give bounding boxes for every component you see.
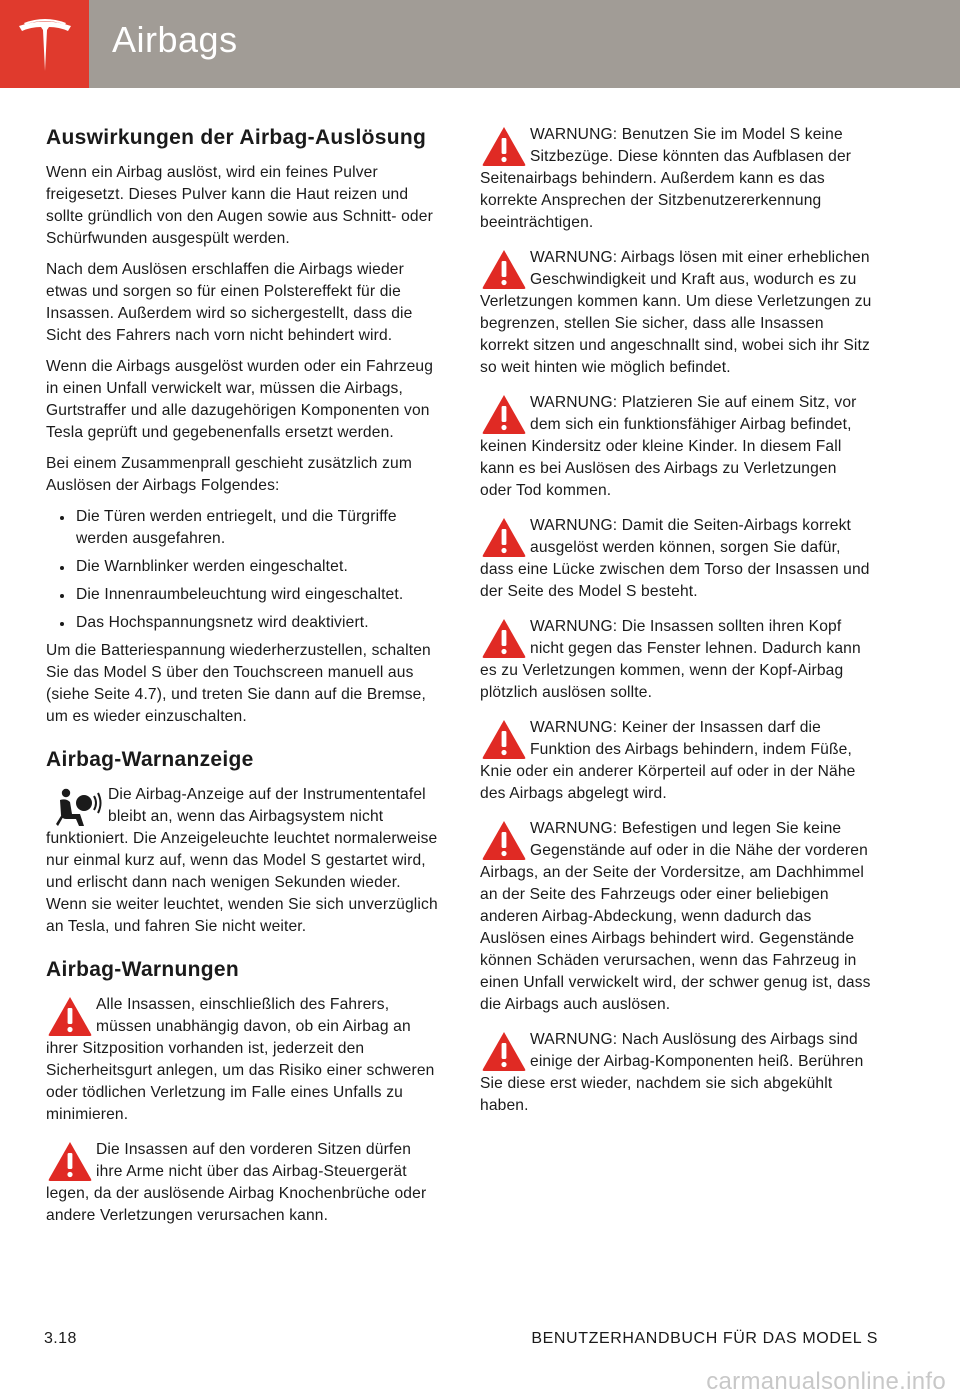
warning-triangle-icon [480,392,528,436]
warning-text: WARNUNG: Nach Auslösung des Airbags sind einige der Airbag-Komponenten heiß. Berühren Sie diese erst wieder, nachdem sie sich abgekühlt haben. [480,1031,864,1114]
warning-triangle-icon [480,818,528,862]
warning-text: WARNUNG: Die Insassen sollten ihren Kopf nicht gegen das Fenster lehnen. Dadurch kann es zu Verletzungen kommen, wenn der Kopf-Airbag plötzlich auslösen sollte. [480,618,861,701]
page-header [0,0,960,88]
warning-note [46,994,438,1126]
right-column [480,124,872,1130]
warning-triangle-icon [480,515,528,559]
warning-text: Alle Insassen, einschließlich des Fahrers, müssen unabhängig davon, ob ein Airbag an ihrer Sitzposition vorhanden ist, jederzeit den Sicherheitsgurt anlegen, um das Risiko einer schweren oder tödlichen Verletzung im Falle eines Unfalls zu minimieren. [46,996,435,1123]
section-heading-indicator: Airbag-Warnanzeige [46,748,254,771]
warning-triangle-icon [480,247,528,291]
warning-note [480,818,872,1016]
page-number: 3.18 [44,1330,77,1347]
warning-note [480,1029,872,1117]
warning-note [480,717,872,805]
list-item: • Die Warnblinker werden eingeschaltet. [74,556,438,578]
left-column [46,124,438,1240]
warning-text: WARNUNG: Keiner der Insassen darf die Funktion des Airbags behindern, indem Füße, Knie oder ein anderer Körperteil auf oder in der Nähe des Airbags abgelegt wird. [480,719,856,802]
warning-note [480,247,872,379]
warning-text: Die Insassen auf den vorderen Sitzen dürfen ihre Arme nicht über das Airbag-Steuergerät legen, da der auslösende Airbag Knochenbrüche oder andere Verletzungen verursachen kann. [46,1141,427,1224]
paragraph: Nach dem Auslösen erschlaffen die Airbags wieder etwas und sorgen so für einen Polstereffekt für die Insassen. Außerdem wird so sichergestellt, dass die Sicht des Fahrers nach vorn nicht behindert wird. [46,261,413,344]
paragraph: Bei einem Zusammenprall geschieht zusätzlich zum Auslösen der Airbags Folgendes: [46,455,413,494]
warning-triangle-icon [480,616,528,660]
footer-title: BENUTZERHANDBUCH FÜR DAS MODEL S [531,1330,878,1347]
section-heading-effects: Auswirkungen der Airbag-Auslösung [46,126,427,149]
warning-note [46,1139,438,1227]
warning-text: WARNUNG: Damit die Seiten-Airbags korrekt ausgelöst werden können, sorgen Sie dafür, dass eine Lücke zwischen dem Torso der Insassen und der Seite des Model S besteht. [480,517,870,600]
list-item: • Die Innenraumbeleuchtung wird eingeschaltet. [74,584,438,606]
collision-list [46,506,438,634]
warning-triangle-icon [46,994,94,1038]
warning-note [480,124,872,234]
warning-triangle-icon [480,717,528,761]
paragraph: Wenn ein Airbag auslöst, wird ein feines Pulver freigesetzt. Dieses Pulver kann die Haut reizen und sollte gründlich von den Augen sowie aus Schnitt- oder Schürfwunden ausgespült werden. [46,164,433,247]
tesla-logo-icon [15,14,75,74]
warning-triangle-icon [480,124,528,168]
warning-triangle-icon [480,1029,528,1073]
warning-text: WARNUNG: Befestigen und legen Sie keine Gegenstände auf oder in die Nähe der vorderen Airbags, an der Seite der Vordersitze, am Dachhimmel an der Seite des Fahrzeugs oder einer beliebigen anderen Airbag-Abdeckung, wenn dadurch das Auslösen eines Airbags behindert wird. Gegenstände können Schäden verursachen, wenn das Fahrzeug in einen Unfall verwickelt wird, der schwer genug ist, dass die Airbags auch auslösen. [480,820,871,1013]
warning-text: WARNUNG: Airbags lösen mit einer erheblichen Geschwindigkeit und Kraft aus, wodurch es zu Verletzungen kommen kann. Um diese Verletzungen zu begrenzen, stellen Sie sicher, dass alle Insassen korrekt sitzen und angeschnallt sind, wobei sich ihr Sitz so weit hinten wie möglich befindet. [480,249,872,376]
airbag-indicator-note [46,784,438,938]
warning-note [480,392,872,502]
warning-text: WARNUNG: Platzieren Sie auf einem Sitz, vor dem sich ein funktionsfähiger Airbag befindet, keinen Kindersitz oder kleine Kinder. In diesem Fall kann es bei Auslösen des Airbags zu Verletzungen oder Tod kommen. [480,394,857,499]
list-item: • Die Türen werden entriegelt, und die Türgriffe werden ausgefahren. [74,506,438,550]
warning-text: WARNUNG: Benutzen Sie im Model S keine Sitzbezüge. Diese könnten das Aufblasen der Seitenairbags behindern. Außerdem kann es das korrekte Ansprechen der Sitzbenutzererkennung beeinträchtigen. [480,126,852,231]
warning-note [480,515,872,603]
warning-triangle-icon [46,1139,94,1183]
airbag-indicator-icon [46,784,106,828]
list-item: • Das Hochspannungsnetz wird deaktiviert. [74,612,438,634]
warning-note [480,616,872,704]
section-heading-warnings: Airbag-Warnungen [46,958,240,981]
paragraph: Um die Batteriespannung wiederherzustellen, schalten Sie das Model S über den Touchscreen manuell aus (siehe Seite 4.7), und treten Sie dann auf die Bremse, um es wieder einzuschalten. [46,642,431,725]
watermark: carmanualsonline.info [706,1368,946,1395]
page-title: Airbags [112,19,238,60]
brand-logo [0,0,89,88]
paragraph: Wenn die Airbags ausgelöst wurden oder ein Fahrzeug in einen Unfall verwickelt war, müssen die Airbags, Gurtstraffer und alle dazugehörigen Komponenten von Tesla geprüft und gegebenenfalls ersetzt werden. [46,358,434,441]
indicator-text: Die Airbag-Anzeige auf der Instrumententafel bleibt an, wenn das Airbagsystem nicht funktioniert. Die Anzeigeleuchte leuchtet normalerweise nur einmal kurz auf, wenn das Model S gestartet wird, und erlischt dann nach wenigen Sekunden wieder. Wenn sie weiter leuchtet, wenden Sie sich unverzüglich an Tesla, und fahren Sie nicht weiter. [46,786,438,935]
